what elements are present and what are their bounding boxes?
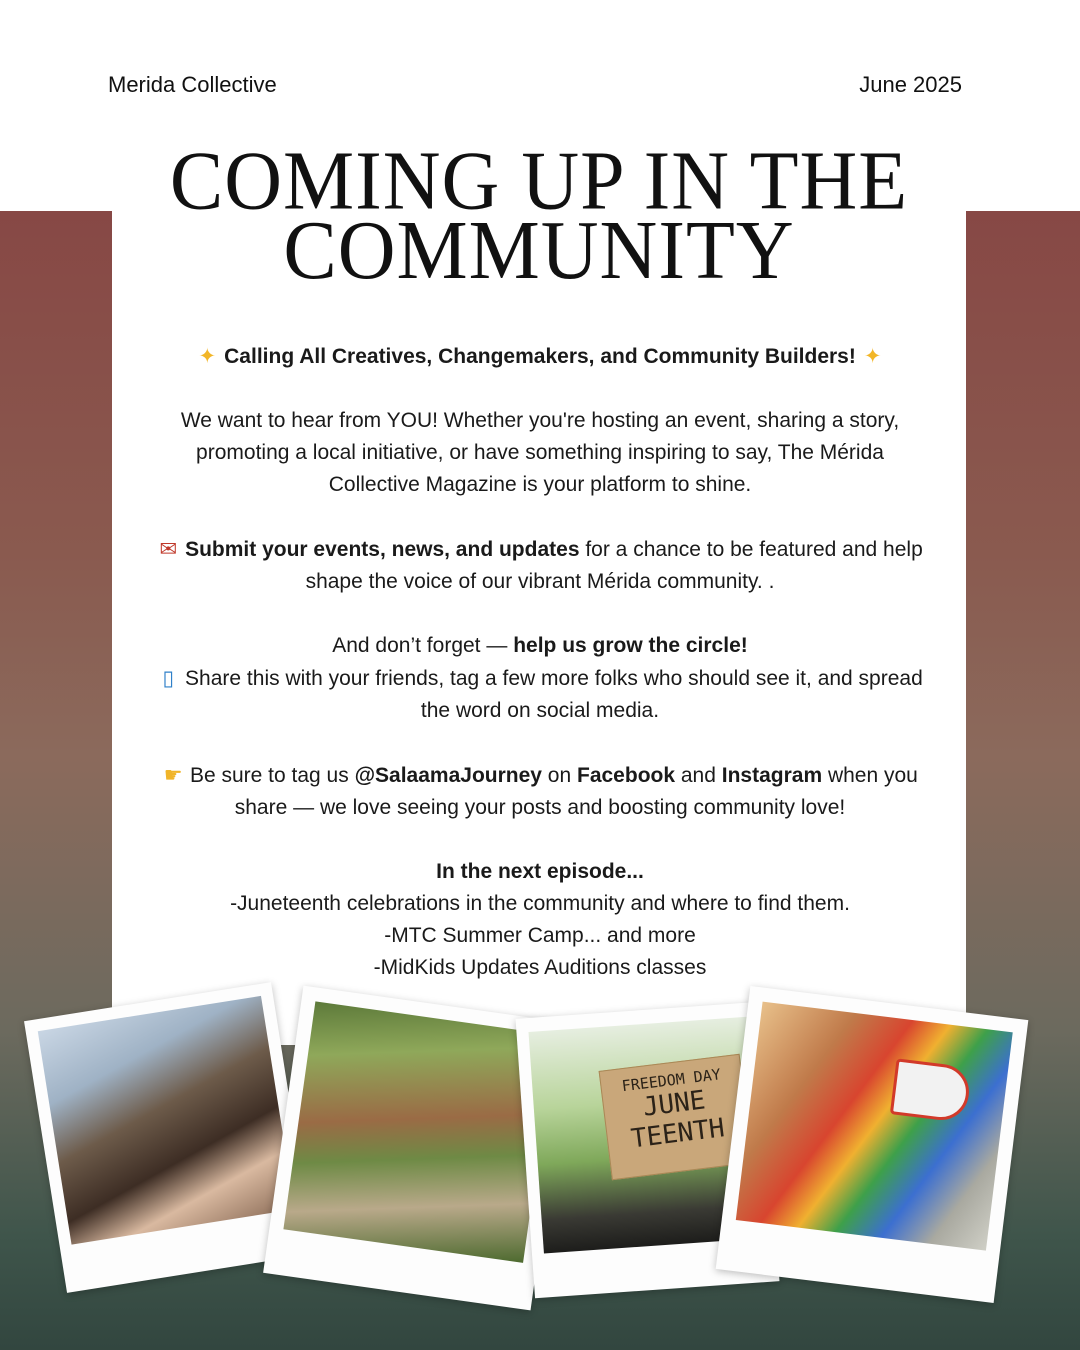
sparkles-icon: ✦ [198, 344, 217, 368]
submit-rest: for a chance to be featured and help shape the voice of our vibrant Mérida community. . [305, 538, 923, 593]
title-line-2: COMMUNITY [283, 204, 795, 297]
share-lead: And don’t forget — [332, 634, 514, 657]
next-episode-item: -MidKids Updates Auditions classes [373, 956, 707, 979]
polaroid-pride-megaphone [716, 986, 1029, 1303]
mobile-phone-arrow-icon: ▯ [162, 666, 174, 690]
sign-line-3: TEENTH [629, 1113, 727, 1155]
sparkles-icon: ✦ [863, 344, 882, 368]
pointing-hand-icon: ☛ [163, 763, 183, 787]
tag-text-4: when you share — we love seeing your posts and boosting community love! [234, 764, 918, 819]
photo-pride-megaphone [736, 1002, 1013, 1251]
next-episode-heading [150, 856, 930, 888]
tag-text-1: Be sure to tag us [184, 764, 355, 787]
next-episode-item: -MTC Summer Camp... and more [384, 924, 696, 947]
tag-text-2: on [541, 764, 577, 787]
mailbox-icon: ✉ [159, 537, 178, 561]
tag-paragraph [150, 759, 930, 824]
intro-body: We want to hear from YOU! Whether you're hosting an event, sharing a story, promoting a local initiative, or have something inspiring to say, The Mérida Collective Magazine is your platform to shine. [180, 409, 900, 496]
share-line: Share this with your friends, tag a few more folks who should see it, and spread the word on social media. [179, 667, 923, 722]
article-body [150, 340, 930, 984]
tag-text-3: and [675, 764, 722, 787]
social-handle: @SalaamaJourney [354, 764, 542, 787]
share-paragraph [150, 630, 930, 727]
issue-date: June 2025 [859, 72, 962, 97]
title-line-1: COMING UP IN THE [169, 135, 909, 228]
share-bold: help us grow the circle! [513, 634, 748, 657]
sign-line-1: FREEDOM DAY [620, 1065, 722, 1096]
brand-name: Merida Collective [108, 72, 277, 97]
photo-community-group [38, 996, 295, 1245]
next-episode-item: -Juneteenth celebrations in the community and where to find them. [230, 892, 850, 915]
intro-heading-text: Calling All Creatives, Changemakers, and Community Builders! [224, 345, 856, 368]
facebook-label: Facebook [577, 764, 676, 787]
next-episode-heading-text: In the next episode... [436, 860, 644, 883]
photo-gardening [283, 1001, 555, 1262]
submit-bold: Submit your events, news, and updates [185, 538, 580, 561]
sign-line-2: JUNE [641, 1085, 708, 1123]
instagram-label: Instagram [721, 764, 823, 787]
page-title [112, 135, 966, 297]
megaphone-icon [890, 1058, 972, 1123]
submit-paragraph [150, 533, 930, 598]
intro-heading [150, 340, 930, 373]
